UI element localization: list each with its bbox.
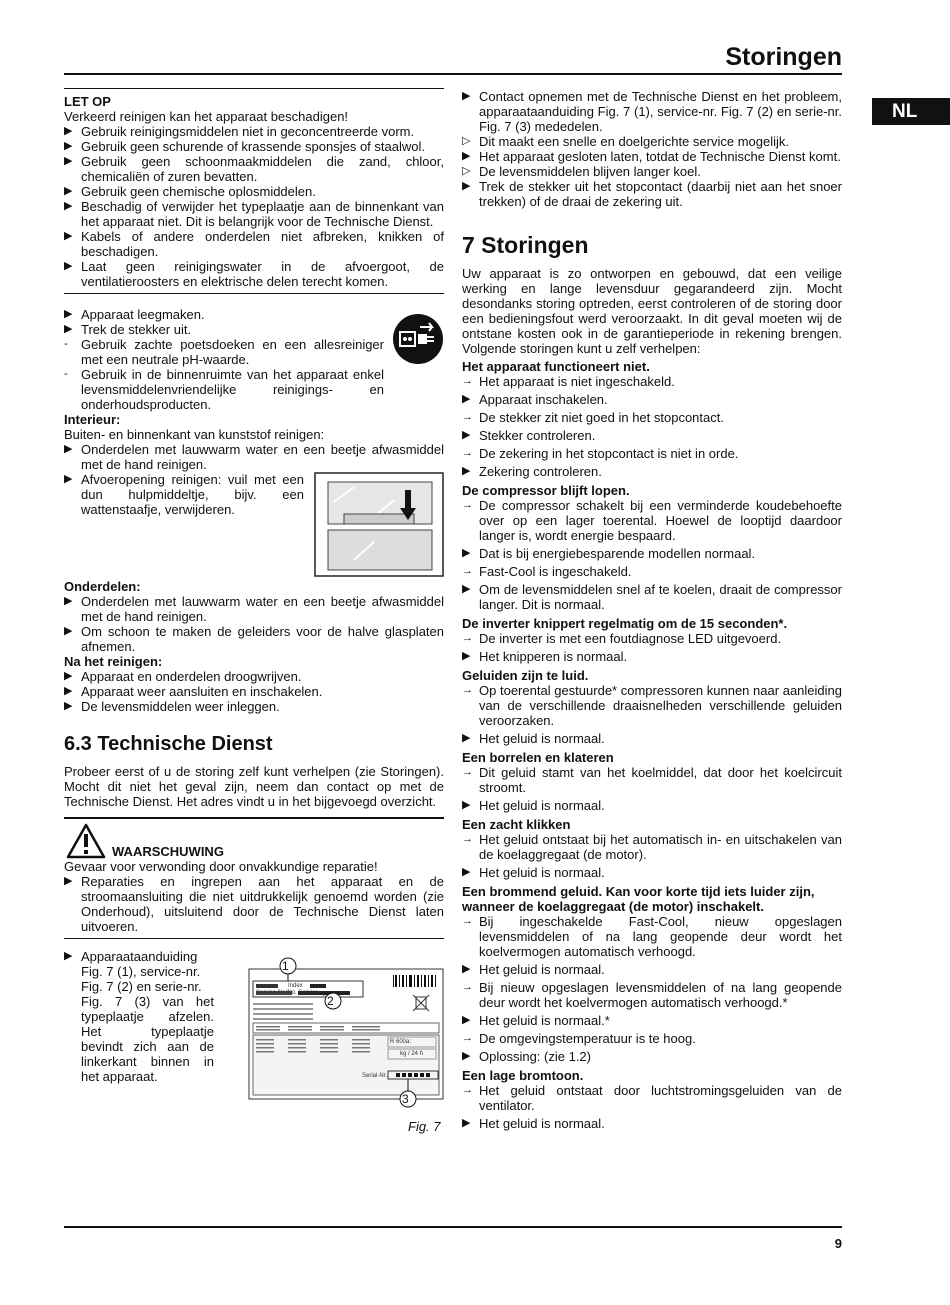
list-item-text: Het geluid is normaal. bbox=[479, 1116, 605, 1131]
list-item bbox=[462, 631, 842, 646]
troubleshoot-heading: Geluiden zijn te luid. bbox=[462, 668, 589, 683]
letop-intro: Verkeerd reinigen kan het apparaat beschadigen! bbox=[64, 109, 349, 124]
step-triangle-icon: ▶ bbox=[462, 1050, 471, 1062]
troubleshoot-heading: Een brommend geluid. Kan voor korte tijd iets luider zijn, wanneer de koelaggregaat (de motor) inschakelt. bbox=[462, 884, 815, 914]
na-list bbox=[64, 669, 444, 714]
arrow-icon: → bbox=[462, 375, 473, 387]
plate-serial-label: Serial-Nr. bbox=[362, 1073, 388, 1079]
list-item bbox=[462, 498, 842, 543]
dash-bullet: - bbox=[64, 338, 68, 350]
list-item bbox=[462, 374, 842, 389]
arrow-icon: → bbox=[462, 565, 473, 577]
troubleshoot-heading: Een zacht klikken bbox=[462, 817, 571, 832]
list-item-text: Onderdelen met lauwwarm water en een beetje afwasmiddel met de hand reinigen. bbox=[81, 594, 444, 624]
list-item-text: Dit geluid stamt van het koelmiddel, dat door het koelcircuit stroomt. bbox=[479, 765, 842, 795]
list-item bbox=[462, 1031, 842, 1046]
step-triangle-icon: ▶ bbox=[462, 799, 471, 811]
list-item-text: Om de levensmiddelen snel af te koelen, draait de compressor langer. Dit is normaal. bbox=[479, 582, 842, 612]
list-item bbox=[462, 428, 842, 443]
plate-service-label: Service-Nr./No. Service bbox=[256, 990, 319, 996]
step-triangle-icon: ▶ bbox=[462, 393, 471, 405]
arrow-icon: → bbox=[462, 981, 473, 993]
troubleshooting-groups bbox=[462, 359, 842, 1131]
step-triangle-icon: ▶ bbox=[462, 90, 471, 102]
list-item: ▶ Onderdelen met lauwwarm water en een beetje afwasmiddel met de hand reinigen. bbox=[64, 442, 444, 472]
result-triangle-icon: ▷ bbox=[462, 165, 471, 177]
list-item bbox=[64, 699, 444, 714]
step-triangle-icon: ▶ bbox=[64, 185, 73, 197]
list-item-text: Gebruik geen schurende of krassende sponsjes of staalwol. bbox=[81, 139, 425, 154]
arrow-icon: → bbox=[462, 447, 473, 459]
header-rule bbox=[64, 73, 842, 75]
list-item bbox=[462, 683, 842, 728]
step-triangle-icon: ▶ bbox=[462, 866, 471, 878]
list-item bbox=[64, 684, 444, 699]
list-item bbox=[462, 980, 842, 1010]
list-item-text: Oplossing: (zie 1.2) bbox=[479, 1049, 591, 1064]
troubleshoot-heading: De compressor blijft lopen. bbox=[462, 483, 630, 498]
list-item-text: Het geluid ontstaat door luchtstromingsgeluiden van de ventilator. bbox=[479, 1083, 842, 1113]
list-item bbox=[462, 962, 842, 977]
step-triangle-icon: ▶ bbox=[64, 308, 73, 320]
list-item-text: Trek de stekker uit. bbox=[81, 322, 192, 337]
list-item-text: Zekering controleren. bbox=[479, 464, 602, 479]
list-item bbox=[462, 410, 842, 425]
step-triangle-icon: ▶ bbox=[462, 963, 471, 975]
step-triangle-icon: ▶ bbox=[64, 140, 73, 152]
list-item bbox=[64, 367, 384, 412]
list-item-text: Beschadig of verwijder het typeplaatje aan de binnenkant van het apparaat niet. Dit is belangrijk voor de Technische Dienst. bbox=[81, 199, 444, 229]
arrow-icon: → bbox=[462, 1032, 473, 1044]
callout-2: 2 bbox=[327, 994, 334, 1008]
page-header-title: Storingen bbox=[725, 43, 842, 71]
list-item bbox=[462, 392, 842, 407]
step-triangle-icon: ▶ bbox=[64, 230, 73, 242]
list-item bbox=[64, 307, 384, 322]
list-item-text: Het geluid is normaal. bbox=[479, 962, 605, 977]
list-item bbox=[64, 259, 444, 289]
list-item-text: De inverter is met een foutdiagnose LED uitgevoerd. bbox=[479, 631, 782, 646]
arrow-icon: → bbox=[462, 499, 473, 511]
section-6-3-heading: 6.3 Technische Dienst bbox=[64, 733, 273, 755]
arrow-icon: → bbox=[462, 915, 473, 927]
list-item bbox=[462, 1083, 842, 1113]
list-item-text: Het knipperen is normaal. bbox=[479, 649, 628, 664]
list-item-text: Apparaat en onderdelen droogwrijven. bbox=[81, 669, 302, 684]
list-item-text: Kabels of andere onderdelen niet afbreken, knikken of beschadigen. bbox=[81, 229, 444, 259]
list-item-text: Het geluid ontstaat bij het automatisch in- en uitschakelen van de koelaggregaat (de motor). bbox=[479, 832, 842, 862]
troubleshoot-heading: De inverter knippert regelmatig om de 15 seconden*. bbox=[462, 616, 788, 631]
step-triangle-icon: ▶ bbox=[64, 155, 73, 167]
letop-list bbox=[64, 124, 444, 289]
letop-rule-bottom bbox=[64, 293, 444, 294]
step-triangle-icon: ▶ bbox=[462, 547, 471, 559]
section-6-3-paragraph: Probeer eerst of u de storing zelf kunt verhelpen (zie Storingen). Mocht dit niet het geval zijn, neem dan contact op met de Technische Dienst. Het adres vindt u in het bijgevoegd overzicht. bbox=[64, 764, 444, 809]
list-item-text: Gebruik reinigingsmiddelen niet in geconcentreerde vorm. bbox=[81, 124, 415, 139]
language-tab: NL bbox=[872, 98, 950, 125]
arrow-icon: → bbox=[462, 833, 473, 845]
list-item-text: Bij nieuw opgeslagen levensmiddelen of na lang geopende deur wordt het koelvermogen automatisch verhoogd.* bbox=[479, 980, 842, 1010]
arrow-icon: → bbox=[462, 411, 473, 423]
list-item bbox=[64, 139, 444, 154]
section-7-heading: 7 Storingen bbox=[462, 232, 589, 258]
letop-heading: LET OP bbox=[64, 94, 111, 109]
list-item bbox=[462, 765, 842, 795]
list-item bbox=[462, 1049, 842, 1064]
arrow-icon: → bbox=[462, 1084, 473, 1096]
list-item bbox=[64, 669, 444, 684]
list-item-text: De levensmiddelen blijven langer koel. bbox=[479, 164, 701, 179]
list-item bbox=[64, 624, 444, 654]
list-item-text: Apparaat weer aansluiten en inschakelen. bbox=[81, 684, 323, 699]
list-item bbox=[64, 184, 444, 199]
list-item-text: Stekker controleren. bbox=[479, 428, 596, 443]
list-item-text: Gebruik in de binnenruimte van het apparaat enkel levensmiddelenvriendelijke reinigings- en onderhoudsproducten. bbox=[81, 367, 384, 412]
list-item-text: Gebruik geen schoonmaakmiddelen die zand, chloor, chemicaliën of zuren bevatten. bbox=[81, 154, 444, 184]
footer-rule bbox=[64, 1226, 842, 1228]
step-triangle-icon: ▶ bbox=[462, 1117, 471, 1129]
list-item bbox=[462, 89, 842, 134]
list-item-text: Fast-Cool is ingeschakeld. bbox=[479, 564, 632, 579]
letop-rule-top bbox=[64, 88, 444, 89]
list-item bbox=[462, 731, 842, 746]
step-triangle-icon: ▶ bbox=[64, 200, 73, 212]
list-item bbox=[64, 229, 444, 259]
list-item bbox=[64, 199, 444, 229]
list-item-text: De compressor schakelt bij een verminderde koudebehoefte over op een lager toerental. Hoewel de looptijd daardoor langer is, wordt energie bespaard. bbox=[479, 498, 842, 543]
arrow-icon: → bbox=[462, 684, 473, 696]
list-item bbox=[462, 546, 842, 561]
list-item-text: Op toerental gestuurde* compressoren kunnen naar aanleiding van de verschillende draaisnelheden verschillende geluiden veroorzaken. bbox=[479, 683, 842, 728]
list-item-text: De omgevingstemperatuur is te hoog. bbox=[479, 1031, 696, 1046]
left-column bbox=[64, 88, 444, 1134]
step-triangle-icon: ▶ bbox=[462, 465, 471, 477]
step-triangle-icon: ▶ bbox=[64, 323, 73, 335]
list-item bbox=[462, 798, 842, 813]
list-item-text: Het apparaat gesloten laten, totdat de Technische Dienst komt. bbox=[479, 149, 841, 164]
list-item bbox=[462, 564, 842, 579]
list-item-text: Het geluid is normaal.* bbox=[479, 1013, 610, 1028]
list-item-text: Laat geen reinigingswater in de afvoergoot, de ventilatieroosters en elektrische delen terecht komen. bbox=[81, 259, 444, 289]
dash-list bbox=[64, 337, 384, 412]
list-item bbox=[462, 149, 842, 164]
troubleshoot-heading: Het apparaat functioneert niet. bbox=[462, 359, 650, 374]
step-triangle-icon: ▶ bbox=[64, 685, 73, 697]
callout-1: 1 bbox=[282, 959, 289, 973]
step-triangle-icon: ▶ bbox=[462, 583, 471, 595]
page-number: 9 bbox=[834, 1236, 842, 1251]
list-item-text: Om schoon te maken de geleiders voor de halve glasplaten afnemen. bbox=[81, 624, 444, 654]
list-item-text: Gebruik zachte poetsdoeken en een allesreiniger met een neutrale pH-waarde. bbox=[81, 337, 384, 367]
list-item-text: Dat is bij energiebesparende modellen normaal. bbox=[479, 546, 756, 561]
step-triangle-icon: ▶ bbox=[462, 650, 471, 662]
warning-rule-bottom bbox=[64, 938, 444, 939]
list-item bbox=[462, 914, 842, 959]
list-item bbox=[462, 1116, 842, 1131]
step-triangle-icon: ▶ bbox=[462, 1014, 471, 1026]
list-item-text: Contact opnemen met de Technische Dienst en het probleem, apparaataanduiding Fig. 7 (1), service-nr. Fig. 7 (2) en serie-nr. Fig. 7 (3) mededelen. bbox=[479, 89, 842, 134]
list-item bbox=[462, 832, 842, 862]
warning-triangle-icon bbox=[66, 823, 106, 862]
list-item-text: Apparaat inschakelen. bbox=[479, 392, 608, 407]
list-item-text: Het apparaat is niet ingeschakeld. bbox=[479, 374, 675, 389]
drain-illustration bbox=[314, 472, 444, 577]
interieur-intro: Buiten- en binnenkant van kunststof reinigen: bbox=[64, 427, 325, 442]
troubleshoot-heading: Een borrelen en klateren bbox=[462, 750, 614, 765]
plate-kg-label: kg / 24 h bbox=[400, 1051, 424, 1057]
callout-3: 3 bbox=[402, 1092, 409, 1106]
section-7-paragraph: Uw apparaat is zo ontworpen en gebouwd, dat een veilige werking en lange levensduur gegarandeerd zijn. Mocht desondanks storing optreden, eerst controleren of de storing door een bedieningsfout werd veroorzaakt. In dit geval moeten wij de ontstane kosten ook in de garantieperiode in rekening brengen. Volgende storingen kunt u zelf verhelpen: bbox=[462, 266, 842, 356]
step-triangle-icon: ▶ bbox=[462, 429, 471, 441]
list-item bbox=[64, 594, 444, 624]
list-item bbox=[64, 154, 444, 184]
list-item bbox=[462, 649, 842, 664]
list-item bbox=[462, 164, 842, 179]
list-item bbox=[462, 179, 842, 209]
typeplate-instruction: ▶ Apparaataanduiding Fig. 7 (1), service-nr. Fig. 7 (2) en serie-nr. Fig. 7 (3) van het typeplaatje afzelen. Het typeplaatje bevindt zich aan de linkerkant binnen in het apparaat. bbox=[64, 949, 214, 1084]
troubleshoot-heading: Een lage bromtoon. bbox=[462, 1068, 584, 1083]
na-heading: Na het reinigen: bbox=[64, 654, 163, 669]
list-item-text: Bij ingeschakelde Fast-Cool, nieuw opgeslagen levensmiddelen of na lang geopende deur wordt het koelvermogen automatisch verhoogd. bbox=[479, 914, 842, 959]
warning-heading: WAARSCHUWING bbox=[112, 844, 224, 859]
list-item-text: Trek de stekker uit het stopcontact (daarbij niet aan het snoer trekken) of de draai de zekering uit. bbox=[479, 179, 842, 209]
step-triangle-icon: ▶ bbox=[64, 625, 73, 637]
typeplate-figure bbox=[248, 957, 444, 1109]
arrow-icon: → bbox=[462, 632, 473, 644]
arrow-icon: → bbox=[462, 766, 473, 778]
onderdelen-heading: Onderdelen: bbox=[64, 579, 141, 594]
service-steps-list bbox=[462, 89, 842, 209]
list-item bbox=[462, 865, 842, 880]
list-item-text: De levensmiddelen weer inleggen. bbox=[81, 699, 280, 714]
step-triangle-icon: ▶ bbox=[64, 125, 73, 137]
list-item-text: Dit maakt een snelle en doelgerichte service mogelijk. bbox=[479, 134, 789, 149]
list-item-text: De zekering in het stopcontact is niet in orde. bbox=[479, 446, 739, 461]
list-item bbox=[462, 1013, 842, 1028]
list-item-text: Gebruik geen chemische oplosmiddelen. bbox=[81, 184, 316, 199]
plate-index-label: Index bbox=[288, 983, 303, 989]
list-item-text: Het geluid is normaal. bbox=[479, 865, 605, 880]
list-item-text: Het geluid is normaal. bbox=[479, 798, 605, 813]
list-item bbox=[64, 124, 444, 139]
list-item bbox=[64, 337, 384, 367]
list-item-text: Het geluid is normaal. bbox=[479, 731, 605, 746]
list-item bbox=[462, 446, 842, 461]
list-item bbox=[462, 464, 842, 479]
interieur-heading: Interieur: bbox=[64, 412, 121, 427]
result-triangle-icon: ▷ bbox=[462, 135, 471, 147]
prep-list bbox=[64, 307, 384, 337]
step-triangle-icon: ▶ bbox=[64, 260, 73, 272]
step-triangle-icon: ▶ bbox=[64, 670, 73, 682]
step-triangle-icon: ▶ bbox=[64, 700, 73, 712]
list-item bbox=[462, 134, 842, 149]
onderdelen-list bbox=[64, 594, 444, 654]
list-item bbox=[462, 582, 842, 612]
step-triangle-icon: ▶ bbox=[462, 732, 471, 744]
figure-caption: Fig. 7 bbox=[408, 1119, 441, 1134]
list-item: ▶ Reparaties en ingrepen aan het apparaat en de stroomaansluiting die niet uitdrukkelijk genoemd worden (zie Onderhoud), uitsluitend door de Technische Dienst laten uitvoeren. bbox=[64, 874, 444, 934]
right-column bbox=[462, 89, 842, 1134]
step-triangle-icon: ▶ bbox=[64, 595, 73, 607]
warning-intro: Gevaar voor verwonding door onvakkundige reparatie! bbox=[64, 859, 378, 874]
list-item: ▶ Afvoeropening reinigen: vuil met een dun hulpmiddeltje, bijv. een wattenstaafje, verwijderen. bbox=[64, 472, 304, 517]
step-triangle-icon: ▶ bbox=[462, 180, 471, 192]
dash-bullet: - bbox=[64, 368, 68, 380]
list-item bbox=[64, 322, 384, 337]
step-triangle-icon: ▶ bbox=[462, 150, 471, 162]
list-item-text: De stekker zit niet goed in het stopcontact. bbox=[479, 410, 724, 425]
unplug-icon bbox=[392, 313, 444, 365]
list-item-text: Apparaat leegmaken. bbox=[81, 307, 205, 322]
plate-capacity-label: R 600a: bbox=[390, 1039, 412, 1045]
